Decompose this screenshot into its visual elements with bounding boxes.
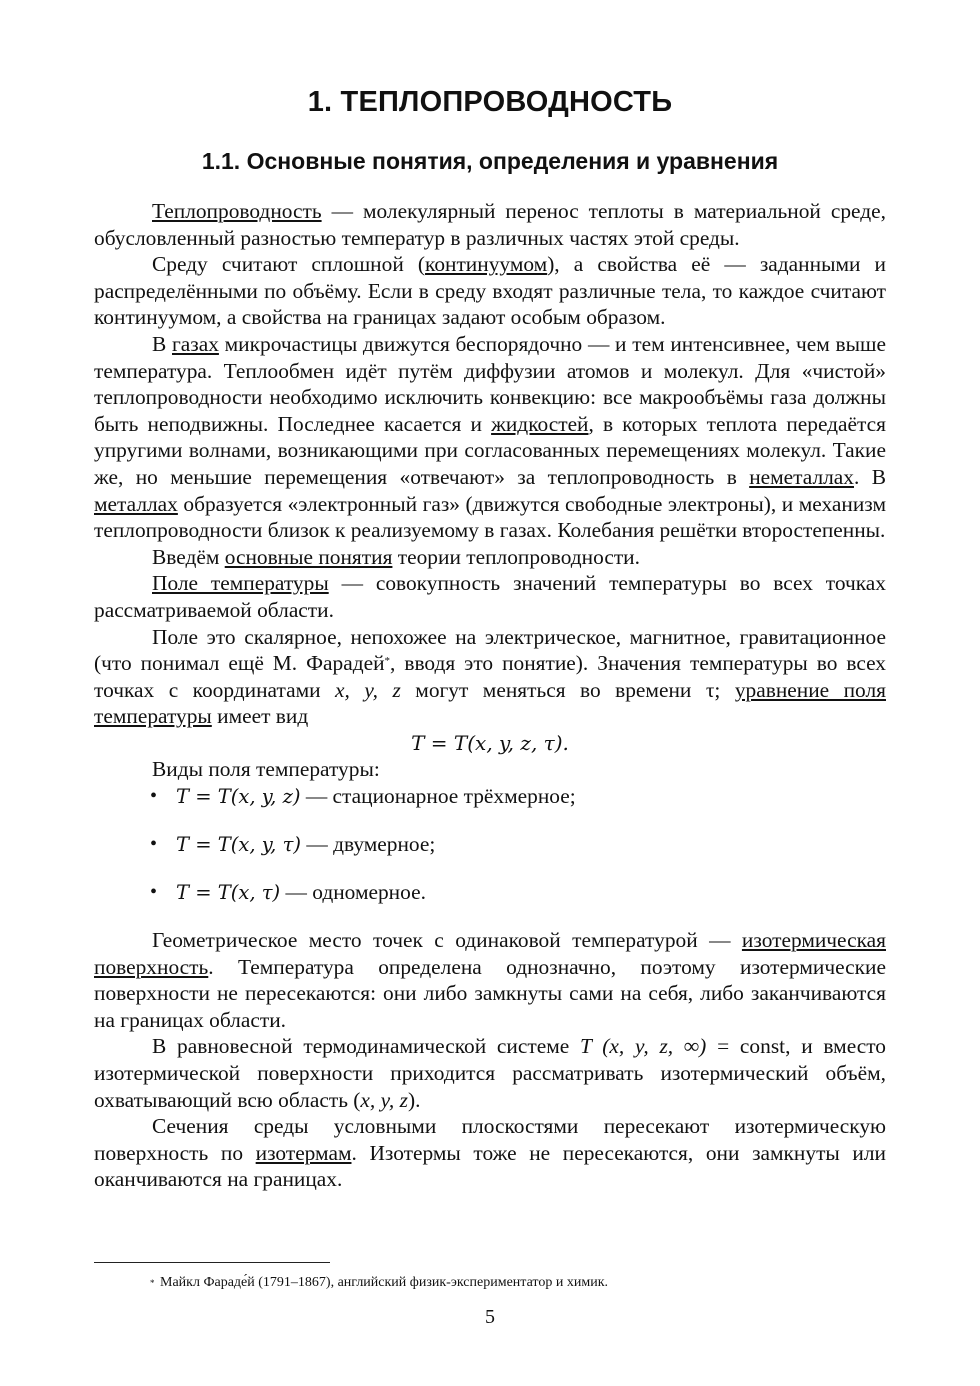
paragraph-text: ).	[407, 1087, 421, 1112]
paragraph-text: В	[152, 331, 172, 356]
paragraph-text: , вводя это понятие). Значения температуры во всех точках с координатами	[94, 651, 886, 702]
footnote-text: Майкл Фараде́й (1791–1867), английский физик-экспериментатор и химик.	[156, 1275, 608, 1290]
paragraph-text: теории теплопроводности.	[392, 544, 640, 569]
paragraph-media	[94, 331, 886, 544]
paragraph-text: . В	[854, 464, 886, 489]
footnote-mark: *	[150, 1278, 155, 1288]
footnote-reference[interactable]: *	[384, 655, 391, 668]
paragraph-text: В равновесной термодинамической системе	[152, 1034, 581, 1059]
footnote	[150, 1274, 608, 1292]
paragraph-text: образуется «электронный газ» (движутся свободные электроны), и механизм теплопроводности близок к реализуемому в газах. Колебания решётки второстепенны.	[94, 491, 886, 543]
coordinates: x, y, z	[335, 677, 401, 702]
term-nonmetals: неметаллах	[749, 464, 854, 489]
paragraph-text: Поле это скалярное, непохожее на электрическое, магнитное, гравитационное (что понимал ещё М. Фарадей	[94, 624, 886, 676]
paragraph-text: микрочастицы движутся беспорядочно — и тем интенсивнее, чем выше температура. Теплообмен идёт путём диффузии атомов и молекул. Для «чистой» теплопроводности необходимо исключить конвекцию: все макрообъёмы газа должны быть неподвижны. Последнее касается и	[94, 331, 886, 436]
term-gases: газах	[172, 331, 219, 356]
formula-stationary: T = T(x, y, z)	[176, 785, 301, 809]
bullet-icon: •	[150, 785, 158, 808]
paragraph-isothermal-surface	[94, 927, 886, 1033]
paragraph-text: Сечения среды условными плоскостями пересекают изотермическую поверхность по	[94, 1114, 886, 1165]
paragraph-text: имеет вид	[211, 704, 309, 729]
paragraph-basic-concepts	[94, 544, 886, 571]
paragraph-equilibrium	[94, 1033, 886, 1113]
term-continuum: континуумом	[425, 252, 548, 277]
kinds-intro: Виды поля температуры:	[152, 757, 380, 782]
paragraph-scalar-field	[94, 624, 886, 730]
paragraph-text: — молекулярный перенос теплоты в материальной среде, обусловленный разностью температур в различных частях этой среды.	[94, 199, 886, 250]
list-item-text: — одномерное.	[280, 880, 426, 905]
term-isothermal-surface: изотермическая поверхность	[94, 928, 886, 979]
footnote-divider	[94, 1262, 330, 1263]
term-isotherms: изотермам	[255, 1140, 352, 1165]
paragraph-continuum	[94, 251, 886, 331]
paragraph-text: могут меняться во времени τ;	[400, 677, 735, 702]
paragraph-heat-conduction	[94, 198, 886, 251]
page-number: 5	[485, 1306, 495, 1328]
term-heat-conduction: Теплопроводность	[152, 199, 322, 223]
bullet-icon: •	[150, 833, 158, 856]
list-item	[94, 831, 886, 879]
body-text	[94, 198, 886, 1193]
paragraph-text: . Температура определена однозначно, поэтому изотермические поверхности не пересекаются: они либо замкнуты сами на себя, либо заканчиваются на границах области.	[94, 954, 886, 1032]
term-field-equation: уравнение поля температуры	[94, 677, 886, 729]
list-item	[94, 783, 886, 831]
formula-2d: T = T(x, y, τ)	[176, 833, 301, 857]
list-item	[94, 879, 886, 927]
paragraph-text: Среду считают сплошной (	[152, 252, 426, 277]
list-item-text: — двумерное;	[300, 832, 436, 857]
coordinates: x, y, z	[360, 1087, 408, 1112]
paragraph-isotherms	[94, 1113, 886, 1193]
paragraph-text: . Изотермы тоже не пересекаются, они замкнуты или оканчиваются на границах.	[94, 1140, 886, 1192]
term-liquids: жидкостей	[491, 411, 589, 436]
formula-temperature-field	[94, 730, 886, 757]
section-title: 1.1. Основные понятия, определения и уравнения	[201, 148, 779, 174]
term-basic-concepts: основные понятия	[224, 544, 393, 569]
term-temperature-field: Поле температуры	[152, 571, 329, 596]
equilibrium-expression: T (x, y, z, ∞)	[580, 1034, 707, 1059]
paragraph-text: = const, и вместо изотермической поверхности приходится рассматривать изотермический объём, охватывающий всю область (	[94, 1034, 886, 1112]
formula-1d: T = T(x, τ)	[176, 881, 281, 905]
paragraph-text: — совокупность значений температуры во всех точках рассматриваемой области.	[94, 571, 886, 622]
paragraph-text: ), а свойства её — заданными и распределёнными по объёму. Если в среду входят различные тела, то каждое считают континуумом, а свойства на границах задают особым образом.	[94, 252, 886, 330]
paragraph-temperature-field	[94, 570, 886, 623]
chapter-title: 1. ТЕПЛОПРОВОДНОСТЬ	[307, 86, 673, 118]
term-metals: металлах	[94, 491, 178, 516]
paragraph-text: , в которых теплота передаётся упругими волнами, возникающими при согласованных перемещениях молекул. Такие же, но меньшие перемещения «отвечают» за теплопроводность в	[94, 411, 886, 489]
list-item-text: — стационарное трёхмерное;	[300, 784, 576, 809]
paragraph-text: Геометрическое место точек с одинаковой температурой —	[152, 928, 742, 953]
field-kinds-list	[94, 783, 886, 927]
paragraph-text: Введём	[152, 544, 225, 569]
bullet-icon: •	[150, 881, 158, 904]
formula-text: T = T(x, y, z, τ).	[411, 730, 569, 755]
